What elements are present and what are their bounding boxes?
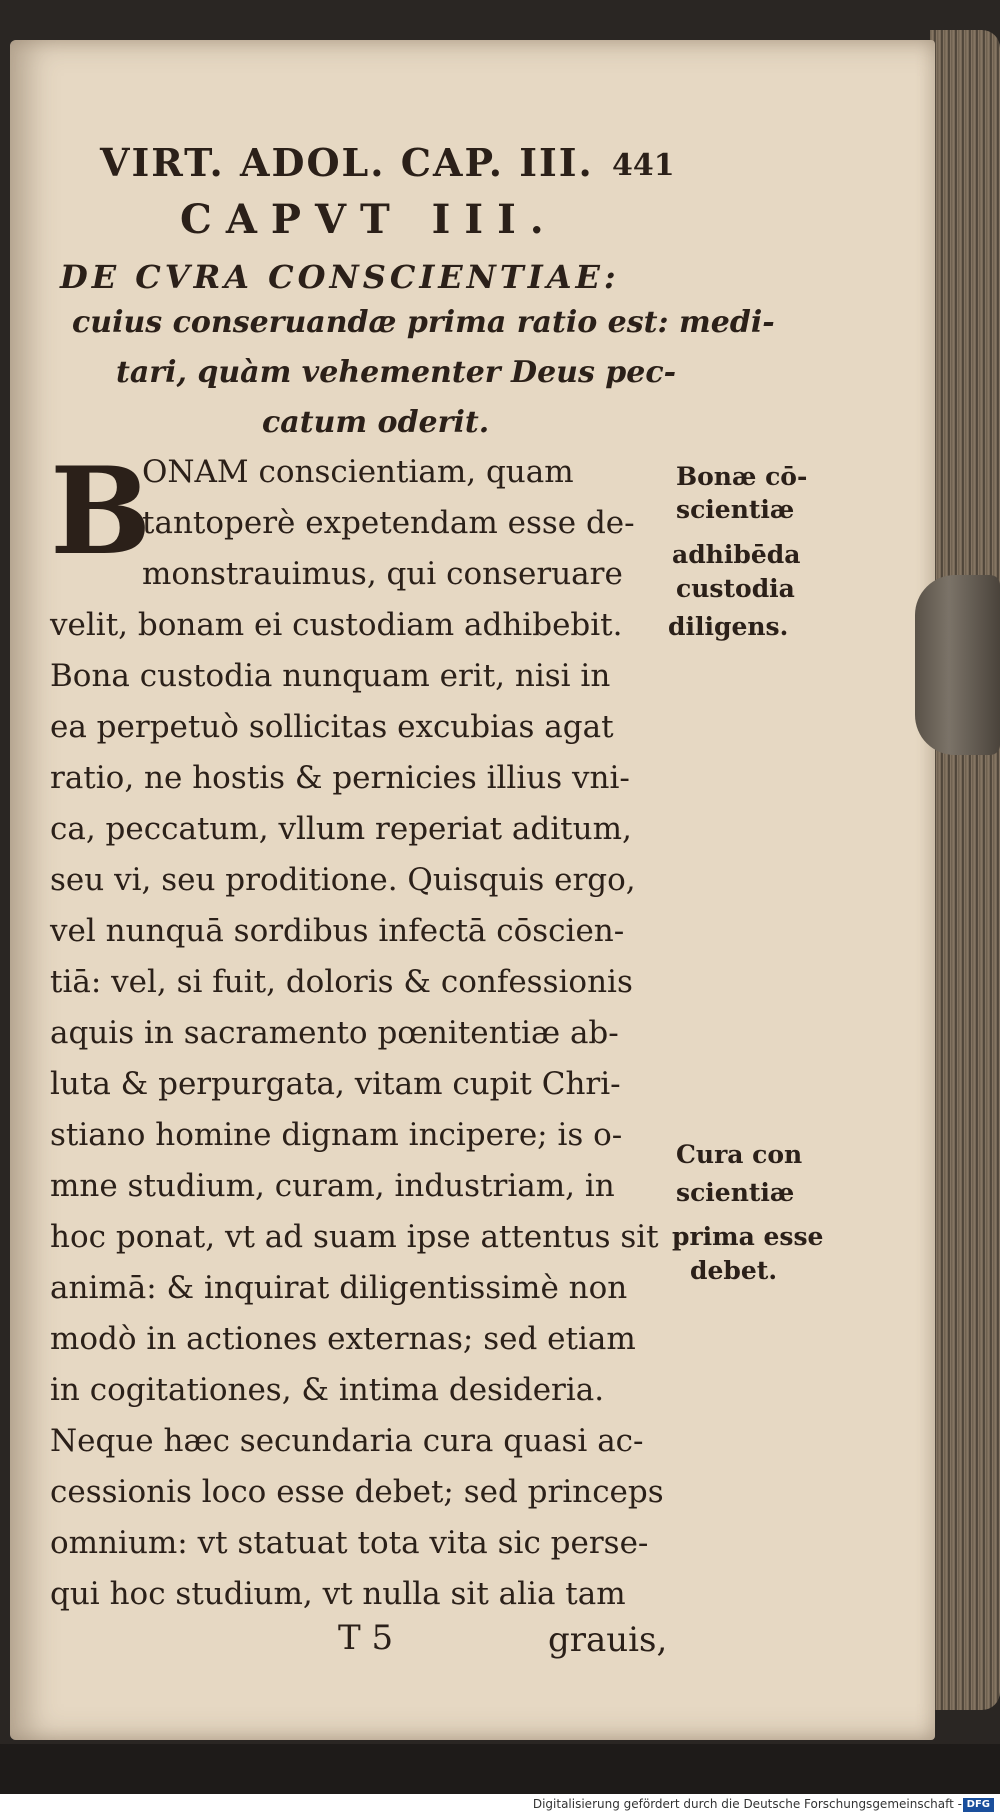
body-line: ratio, ne hostis & pernicies illius vni-	[50, 760, 630, 796]
body-line: omnium: vt statuat tota vita sic perse-	[50, 1525, 649, 1561]
margin-note-line: adhibēda	[672, 540, 801, 569]
body-line: Bona custodia nunquam erit, nisi in	[50, 658, 611, 694]
body-line: animā: & inquirat diligentissimè non	[50, 1270, 628, 1306]
body-line: in cogitationes, & intima desideria.	[50, 1372, 605, 1408]
drop-initial: B	[50, 441, 152, 582]
margin-note-line: Bonæ cō-	[676, 462, 808, 491]
margin-note-line: Cura con	[676, 1140, 803, 1169]
margin-note-line: scientiæ	[676, 1178, 795, 1207]
book-page-edges	[930, 30, 1000, 1710]
running-head: VIRT. ADOL. CAP. III.	[100, 140, 594, 185]
body-line: cessionis loco esse debet; sed princeps	[50, 1474, 664, 1510]
body-line: tantoperè expetendam esse de-	[142, 505, 635, 541]
digitization-footer	[0, 1794, 1000, 1816]
dfg-logo: DFG	[963, 1798, 994, 1812]
page-number: 441	[612, 148, 675, 183]
body-line: ca, peccatum, vllum reperiat aditum,	[50, 811, 632, 847]
body-line: vel nunquā sordibus infectā cōscien-	[50, 913, 625, 949]
margin-note-line: custodia	[676, 574, 795, 603]
book-clasp	[915, 575, 1000, 755]
margin-note-line: prima esse	[672, 1222, 824, 1251]
body-line: stiano homine dignam incipere; is o-	[50, 1117, 623, 1153]
body-line: ea perpetuò sollicitas excubias agat	[50, 709, 614, 745]
catchword: grauis,	[548, 1620, 668, 1660]
body-line: mne studium, curam, industriam, in	[50, 1168, 615, 1204]
chapter-heading-line: DE CVRA CONSCIENTIAE:	[60, 258, 620, 296]
margin-note-line: scientiæ	[676, 495, 795, 524]
body-line: velit, bonam ei custodiam adhibebit.	[50, 607, 623, 643]
margin-note-line: diligens.	[668, 612, 789, 641]
chapter-heading-line: tari, quàm vehementer Deus pec-	[116, 355, 677, 390]
body-line: aquis in sacramento pœnitentiæ ab-	[50, 1015, 619, 1051]
body-line: luta & perpurgata, vitam cupit Chri-	[50, 1066, 621, 1102]
chapter-title: CAPVT III.	[180, 196, 558, 243]
body-line: ONAM conscientiam, quam	[142, 454, 574, 490]
footer-credit: Digitalisierung gefördert durch die Deutsche Forschungsgemeinschaft -	[532, 1797, 962, 1811]
body-line: seu vi, seu proditione. Quisquis ergo,	[50, 862, 636, 898]
body-line: modò in actiones externas; sed etiam	[50, 1321, 636, 1357]
body-line: qui hoc studium, vt nulla sit alia tam	[50, 1576, 626, 1612]
chapter-heading-line: catum oderit.	[262, 405, 490, 440]
margin-note-line: debet.	[690, 1256, 778, 1285]
body-line: hoc ponat, vt ad suam ipse attentus sit	[50, 1219, 659, 1255]
scan-background	[0, 1744, 1000, 1794]
body-line: monstrauimus, qui conseruare	[142, 556, 623, 592]
body-line: Neque hæc secundaria cura quasi ac-	[50, 1423, 644, 1459]
signature-mark: T 5	[338, 1618, 394, 1658]
chapter-heading-line: cuius conseruandæ prima ratio est: medi-	[72, 305, 775, 340]
body-line: tiā: vel, si fuit, doloris & confessionis	[50, 964, 633, 1000]
